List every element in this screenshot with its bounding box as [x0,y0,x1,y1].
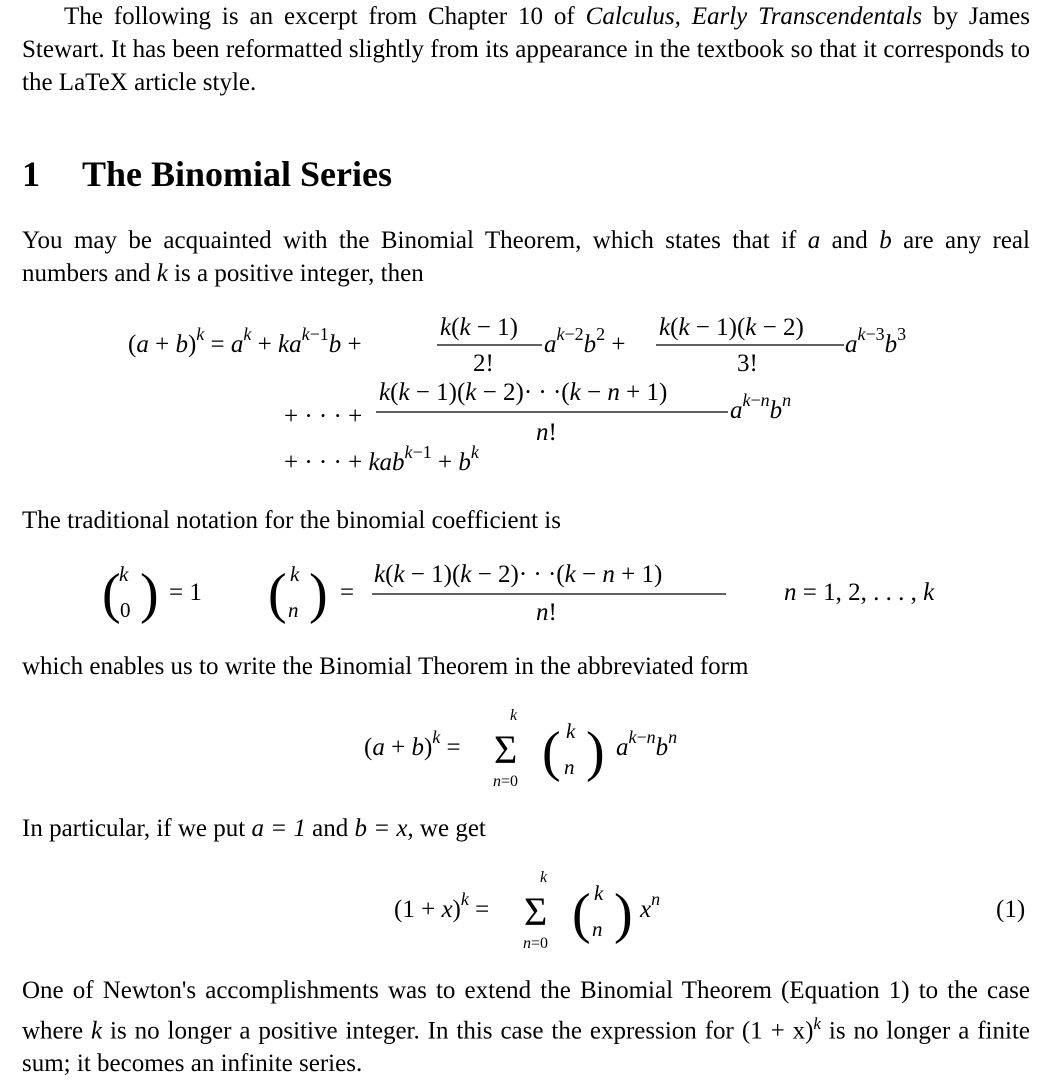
svg-text:k: k [290,562,300,586]
svg-text:n: n [564,755,575,779]
svg-text:n=0: n=0 [493,773,519,790]
svg-text:k(k − 1): k(k − 1) [440,314,518,341]
svg-text:): ) [614,883,633,945]
svg-text:(: ( [542,721,561,783]
equation-1 [22,862,1030,962]
svg-text:=: = [340,579,355,606]
svg-text:ak−2b2 +: $a^{k-2}b^2$ + [544,324,626,358]
svg-text:(: ( [268,563,287,625]
svg-text:Σ: Σ [524,889,548,934]
svg-text:ak−nbn: $a^{k-n}b^n$ [730,390,792,424]
svg-text:+ · · · + kabk−1 + bk: + · · · + $kab^{k-1} + b^k$ [284,442,479,476]
svg-text:0: 0 [120,598,131,622]
svg-text:): ) [586,721,605,783]
intro-paragraph: The following is an excerpt from Chapter 10 of Calculus, Early Transcendentals by James Stewart. It has been reformatted slightly from its appearance in the textbook so that it corresponds to the LaTeX article style. [22,3,1030,96]
svg-text:k(k − 1)(k − 2): k(k − 1)(k − 2) [659,314,804,341]
paragraph-binomial-intro: You may be acquainted with the Binomial Theorem, which states that if a and b are any real numbers and k is a positive integer, then [22,227,1030,287]
svg-text:): ) [140,563,159,625]
svg-text:= 1: = 1 [169,579,202,606]
svg-text:): ) [309,563,328,625]
svg-text:2!: 2! [473,350,494,377]
svg-text:xn: $x^n$ [640,889,661,923]
book-title: Calculus, Early Transcendentals [585,3,923,30]
svg-text:k: k [594,881,604,905]
svg-text:ak−3b3: $a^{k-3}b^3$ [845,324,907,358]
svg-text:(a + b)k = ak + kak−1b +: $(a + b)^k = a^k + ka^{k-1}b$ + [128,324,362,358]
equation-binomial-expansion [22,300,1030,490]
paragraph-newton-extension: One of Newton's accomplishments was to extend the Binomial Theorem (Equation 1) to the case where k is no longer a positive integer. In this case the expression for $(1 + x)^k$ is no longer a finite sum; it becomes an infinite series. [22,977,1030,1078]
equation-number: (1) [996,896,1026,923]
svg-text:+ · · · +: + · · · + [284,403,363,430]
svg-text:n!: n! [536,599,557,626]
svg-text:n: n [592,917,603,941]
svg-text:(: ( [572,883,591,945]
svg-text:k: k [540,869,548,886]
svg-text:k: k [566,719,576,743]
svg-text:(1 + x)k =: $(1 + x)^k$ = [394,889,490,923]
coefficient-index-range: n = 1, 2, . . . , k [784,579,935,606]
svg-text:ak−nbn: $a^{k-n}b^n$ [616,727,678,761]
svg-text:n=0: n=0 [523,935,549,952]
svg-text:3!: 3! [737,350,758,377]
svg-text:k(k − 1)(k − 2)· · ·(k − n + 1: k(k − 1)(k − 2)· · ·(k − n + 1) [374,561,663,588]
svg-text:(: ( [102,563,121,625]
paragraph-particular-case: In particular, if we put a = 1 and b = x, we get [22,815,486,842]
svg-text:n: n [288,598,299,622]
svg-text:n!: n! [536,419,557,446]
section-title: The Binomial Series [82,154,393,194]
equation-binomial-coefficient [22,552,1030,632]
section-heading [22,152,392,196]
svg-text:k: k [510,707,518,724]
section-number: 1 [22,154,40,194]
paragraph-abbreviated-form: which enables us to write the Binomial Theorem in the abbreviated form [22,653,749,680]
svg-text:k: k [119,562,129,586]
paragraph-coefficient-notation: The traditional notation for the binomial coefficient is [22,507,561,534]
svg-text:k(k − 1)(k − 2)· · ·(k − n + 1: k(k − 1)(k − 2)· · ·(k − n + 1) [379,379,668,406]
svg-text:Σ: Σ [494,727,518,772]
svg-text:(a + b)k =: $(a + b)^k$ = [364,727,461,761]
equation-sum-form [22,700,1030,800]
